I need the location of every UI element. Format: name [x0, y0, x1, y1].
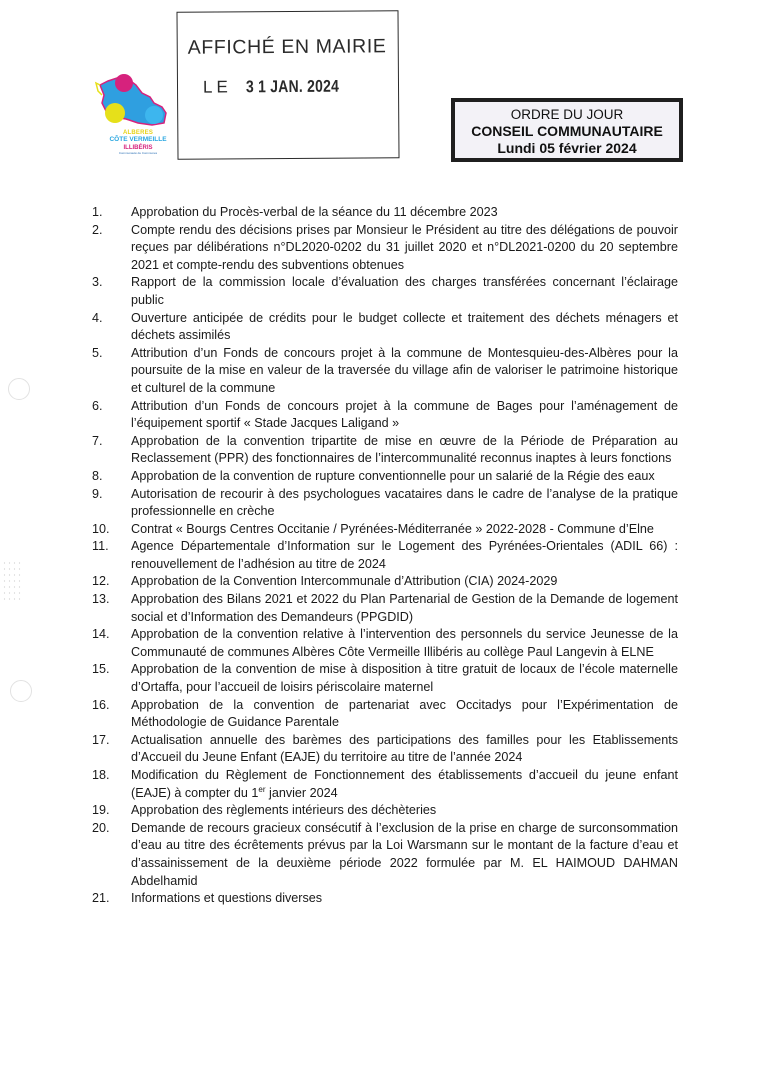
council-name: CONSEIL COMMUNAUTAIRE — [471, 123, 663, 139]
item-text: Approbation de la convention de partenariat avec Occitadys pour l’Expérimentation de Méthodologie de Guidance Parentale — [131, 697, 678, 730]
item-number: 21. — [92, 891, 110, 906]
agenda-list — [92, 204, 678, 908]
item-number: 20. — [92, 820, 110, 835]
item-text: Rapport de la commission locale d’évaluation des charges transférées concernant l’éclairage public — [131, 275, 678, 307]
agenda-item — [92, 433, 678, 468]
agenda-title-box — [451, 98, 683, 162]
item-number: 6. — [92, 398, 103, 413]
logo-line-3: ILLIBÉRIS — [123, 144, 153, 151]
item-number: 15. — [92, 662, 110, 677]
agenda-item — [92, 274, 678, 309]
item-text: Actualisation annuelle des barèmes des participations des familles pour les Etablissements d’Accueil du Jeune Enfant (EAJE) du territoire au titre de l’année 2024 — [131, 732, 678, 765]
agenda-item — [92, 591, 678, 626]
agenda-item — [92, 697, 678, 732]
item-number: 16. — [92, 697, 110, 712]
posting-stamp — [176, 10, 399, 160]
item-text: Approbation du Procès-verbal de la séance du 11 décembre 2023 — [131, 205, 498, 219]
item-text: Approbation de la convention tripartite de mise en œuvre de la Période de Préparation au Reclassement (PPR) des fonctionnaires de l’intercommunalité reconnus inaptes à leurs fonctions — [131, 433, 678, 466]
logo-line-4: Communauté de Communes — [118, 150, 158, 155]
item-text: Approbation de la convention relative à l’intervention des personnels du service Jeunesse de la Communauté de communes Albères Côte Vermeille Illibéris au collège Paul Langevin à ELNE — [131, 627, 678, 659]
agenda-item — [92, 767, 678, 802]
agenda-item — [92, 626, 678, 661]
item-number: 14. — [92, 627, 110, 642]
agenda-item — [92, 521, 678, 539]
agenda-item — [92, 732, 678, 767]
item-number: 18. — [92, 768, 110, 782]
item-text: Approbation de la convention de rupture conventionnelle pour un salarié de la Régie des eaux — [131, 468, 655, 483]
item-number: 11. — [92, 539, 109, 554]
stamp-date-line — [203, 77, 359, 98]
item-number: 7. — [92, 433, 103, 448]
item-text: Informations et questions diverses — [131, 891, 323, 906]
item-text: Demande de recours gracieux consécutif à l’exclusion de la prise en charge de surconsommation d’eau au titre des écrêtements prévus par la Loi Warsmann sur le montant de la facture d’eau et d’assainissement de la deuxième période 2022 formulée par M. EL HAIMOUD DAHMAN Abdelhamid — [131, 820, 678, 888]
meeting-date: Lundi 05 février 2024 — [497, 140, 637, 156]
agenda-heading: ORDRE DU JOUR — [510, 107, 624, 122]
item-number: 13. — [92, 592, 110, 607]
item-text-part: janvier 2024 — [265, 785, 338, 800]
item-text: Agence Départementale d’Information sur le Logement des Pyrénées-Orientales (ADIL 66) : renouvellement de l’adhésion au titre de 2024 — [131, 539, 678, 571]
scan-speckle — [2, 560, 22, 600]
item-text: Ouverture anticipée de crédits pour le budget collecte et traitement des déchets ménagers et déchets assimilés — [131, 310, 678, 343]
item-text: Attribution d’un Fonds de concours projet à la commune de Bages pour l’aménagement de l’équipement sportif « Stade Jacques Laligand » — [131, 398, 678, 431]
agenda-item — [92, 310, 678, 345]
ordinal-superscript: er — [258, 784, 266, 794]
item-text: Approbation de la Convention Intercommunale d’Attribution (CIA) 2024-2029 — [131, 574, 558, 589]
logo-line-2: CÔTE VERMEILLE — [109, 136, 167, 143]
agenda-item — [92, 204, 678, 222]
item-number: 3. — [92, 275, 103, 290]
item-number: 1. — [92, 205, 103, 219]
agenda-item — [92, 538, 678, 573]
item-number: 9. — [92, 486, 103, 501]
item-text — [131, 767, 678, 802]
agenda-item — [92, 661, 678, 696]
punch-hole-mark — [8, 378, 30, 400]
community-logo — [92, 73, 184, 161]
item-text: Autorisation de recourir à des psychologues vacataires dans le cadre de l’analyse de la pratique professionnelle en crèche — [131, 486, 678, 519]
item-text: Approbation des Bilans 2021 et 2022 du Plan Partenarial de Gestion de la Demande de logement social et d’Information des Demandeurs (PPGDID) — [131, 592, 678, 624]
item-number: 8. — [92, 468, 103, 483]
item-text: Approbation des règlements intérieurs des déchèteries — [131, 803, 437, 818]
stamp-date-prefix: LE — [202, 77, 232, 97]
agenda-item — [92, 573, 678, 591]
stamp-date: 3 1 JAN. 2024 — [245, 76, 339, 97]
item-text: Contrat « Bourgs Centres Occitanie / Pyrénées-Méditerranée » 2022-2028 - Commune d’Elne — [131, 521, 654, 536]
logo-line-1: ALBERES — [122, 130, 154, 136]
stamp-title: AFFICHÉ EN MAIRIE — [187, 35, 387, 59]
item-text: Attribution d’un Fonds de concours projet à la commune de Montesquieu-des-Albères pour la poursuite de la mise en valeur de la traversée du village afin de valoriser le patrimoine historique et culturel de la commune — [131, 345, 678, 395]
item-text: Compte rendu des décisions prises par Monsieur le Président au titre des délégations de pouvoir reçues par délibérations n°DL2020-0202 du 31 juillet 2020 et n°DL2021-0200 du 20 septembre 2021 et compte-rendu des subventions obtenues — [131, 222, 678, 272]
item-number: 19. — [92, 803, 110, 818]
item-number: 12. — [92, 574, 110, 589]
item-number: 5. — [92, 345, 103, 360]
agenda-item — [92, 468, 678, 486]
item-number: 4. — [92, 310, 103, 325]
item-number: 17. — [92, 732, 110, 747]
punch-hole-mark — [10, 680, 32, 702]
agenda-item — [92, 222, 678, 275]
item-text: Approbation de la convention de mise à disposition à titre gratuit de locaux de l’école maternelle d’Ortaffa, pour l’accueil de loisirs périscolaire maternel — [131, 662, 678, 695]
item-number: 10. — [92, 521, 110, 536]
agenda-item — [92, 398, 678, 433]
item-number: 2. — [92, 222, 103, 237]
agenda-item — [92, 486, 678, 521]
agenda-item — [92, 890, 678, 908]
agenda-item — [92, 345, 678, 398]
agenda-item — [92, 820, 678, 890]
item-text-part: Modification du Règlement de Fonctionnement des établissements d’accueil du jeune enfant (EAJE) à compter du 1 — [131, 768, 678, 800]
logo-map-icon — [92, 73, 184, 133]
agenda-item — [92, 802, 678, 820]
